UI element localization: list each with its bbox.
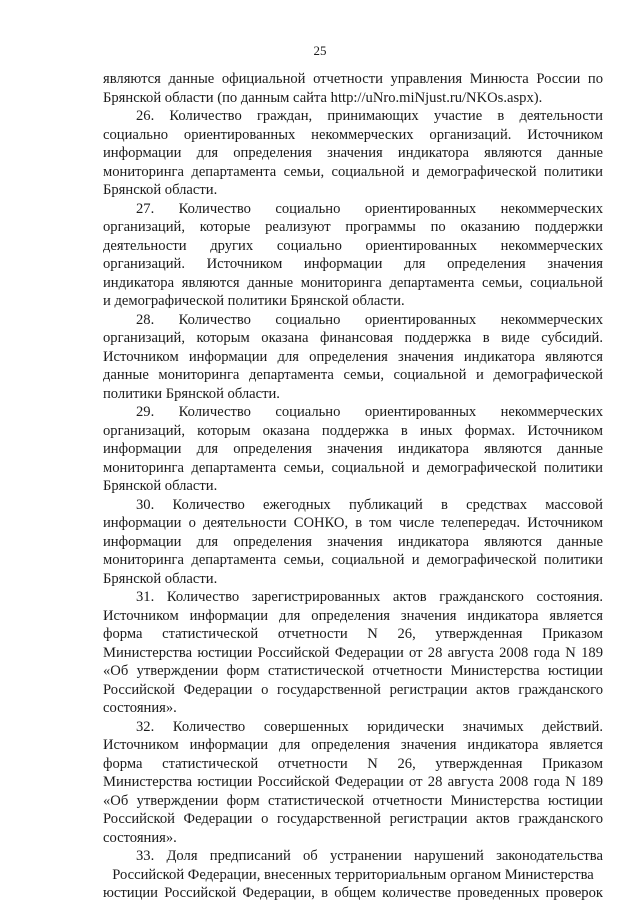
text-line: 32. Количество совершенных юридически значимых действий. bbox=[136, 718, 603, 735]
page-number: 25 bbox=[313, 43, 327, 58]
text-line: информации для определения значения индикатора являются данные bbox=[103, 441, 603, 457]
text-line: мониторинга департамента семьи, социальной и демографической политики bbox=[103, 459, 603, 476]
text-line: юстиции Российской Федерации, в общем количестве проведенных проверок bbox=[103, 885, 603, 901]
text-line: 31. Количество зарегистрированных актов гражданского состояния. bbox=[136, 589, 603, 605]
text-line: информации о деятельности СОНКО, в том числе телепередач. Источником bbox=[103, 515, 603, 531]
text-line: «Об утверждении форм статистической отчетности Министерства юстиции bbox=[103, 663, 603, 679]
text-line: Источником информации для определения значения индикатора является bbox=[103, 737, 603, 753]
text-line: и демографической политики Брянской области. bbox=[103, 293, 405, 309]
text-line: 28. Количество социально ориентированных некоммерческих bbox=[136, 311, 603, 328]
text-line: Российской Федерации, внесенных территориальным органом Министерства bbox=[112, 866, 594, 883]
text-line: деятельности других социально ориентированных некоммерческих bbox=[103, 237, 603, 254]
text-line: Брянской области. bbox=[103, 182, 218, 198]
text-line: форма статистической отчетности N 26, утвержденная Приказом bbox=[103, 626, 603, 642]
text-line: политики Брянской области. bbox=[103, 385, 280, 402]
text-line: организаций, которым оказана финансовая поддержка в виде субсидий. bbox=[103, 330, 603, 346]
text-line: Российской Федерации о государственной регистрации актов гражданского bbox=[103, 681, 603, 698]
text-line: «Об утверждении форм статистической отчетности Министерства юстиции bbox=[103, 792, 603, 809]
text-line: Российской Федерации о государственной регистрации актов гражданского bbox=[103, 811, 603, 827]
text-line: 29. Количество социально ориентированных некоммерческих bbox=[136, 404, 603, 420]
text-line: Брянской области (по данным сайта http://uNro.miNjust.ru/NKOs.aspx). bbox=[103, 89, 543, 106]
text-line: индикатора являются данные мониторинга департамента семьи, социальной bbox=[103, 274, 603, 291]
text-line: Источником информации для определения значения индикатора являются bbox=[103, 348, 603, 365]
text-line: форма статистической отчетности N 26, утвержденная Приказом bbox=[103, 755, 603, 772]
text-line: Источником информации для определения значения индикатора является bbox=[103, 607, 603, 624]
text-line: 33. Доля предписаний об устранении нарушений законодательства bbox=[136, 848, 603, 864]
text-line: информации для определения значения индикатора являются данные bbox=[103, 533, 603, 550]
text-line: Министерства юстиции Российской Федерации от 28 августа 2008 года N 189 bbox=[103, 644, 603, 661]
text-line: состояния». bbox=[103, 700, 177, 716]
text-line: состояния». bbox=[103, 829, 177, 846]
text-line: Брянской области. bbox=[103, 570, 218, 587]
text-line: социально ориентированных некоммерческих организаций. Источником bbox=[103, 126, 603, 143]
document-body bbox=[103, 70, 603, 903]
text-line: Министерства юстиции Российской Федерации от 28 августа 2008 года N 189 bbox=[103, 774, 603, 790]
text-line: информации для определения значения индикатора являются данные bbox=[103, 145, 603, 161]
text-line: мониторинга департамента семьи, социальной и демографической политики bbox=[103, 552, 603, 568]
text-line: организаций, которые реализуют программы по оказанию поддержки bbox=[103, 219, 603, 235]
text-line: данные мониторинга департамента семьи, социальной и демографической bbox=[103, 367, 603, 383]
text-line: Брянской области. bbox=[103, 478, 218, 494]
text-line: 30. Количество ежегодных публикаций в средствах массовой bbox=[136, 496, 603, 513]
text-line: организаций, которым оказана поддержка в иных формах. Источником bbox=[103, 422, 603, 439]
text-line: являются данные официальной отчетности управления Минюста России по bbox=[103, 71, 603, 87]
text-line: 26. Количество граждан, принимающих участие в деятельности bbox=[136, 108, 603, 124]
text-line: организаций. Источником информации для определения значения bbox=[103, 256, 603, 272]
text-line: мониторинга департамента семьи, социальной и демографической политики bbox=[103, 163, 603, 180]
text-line: 27. Количество социально ориентированных некоммерческих bbox=[136, 200, 603, 217]
